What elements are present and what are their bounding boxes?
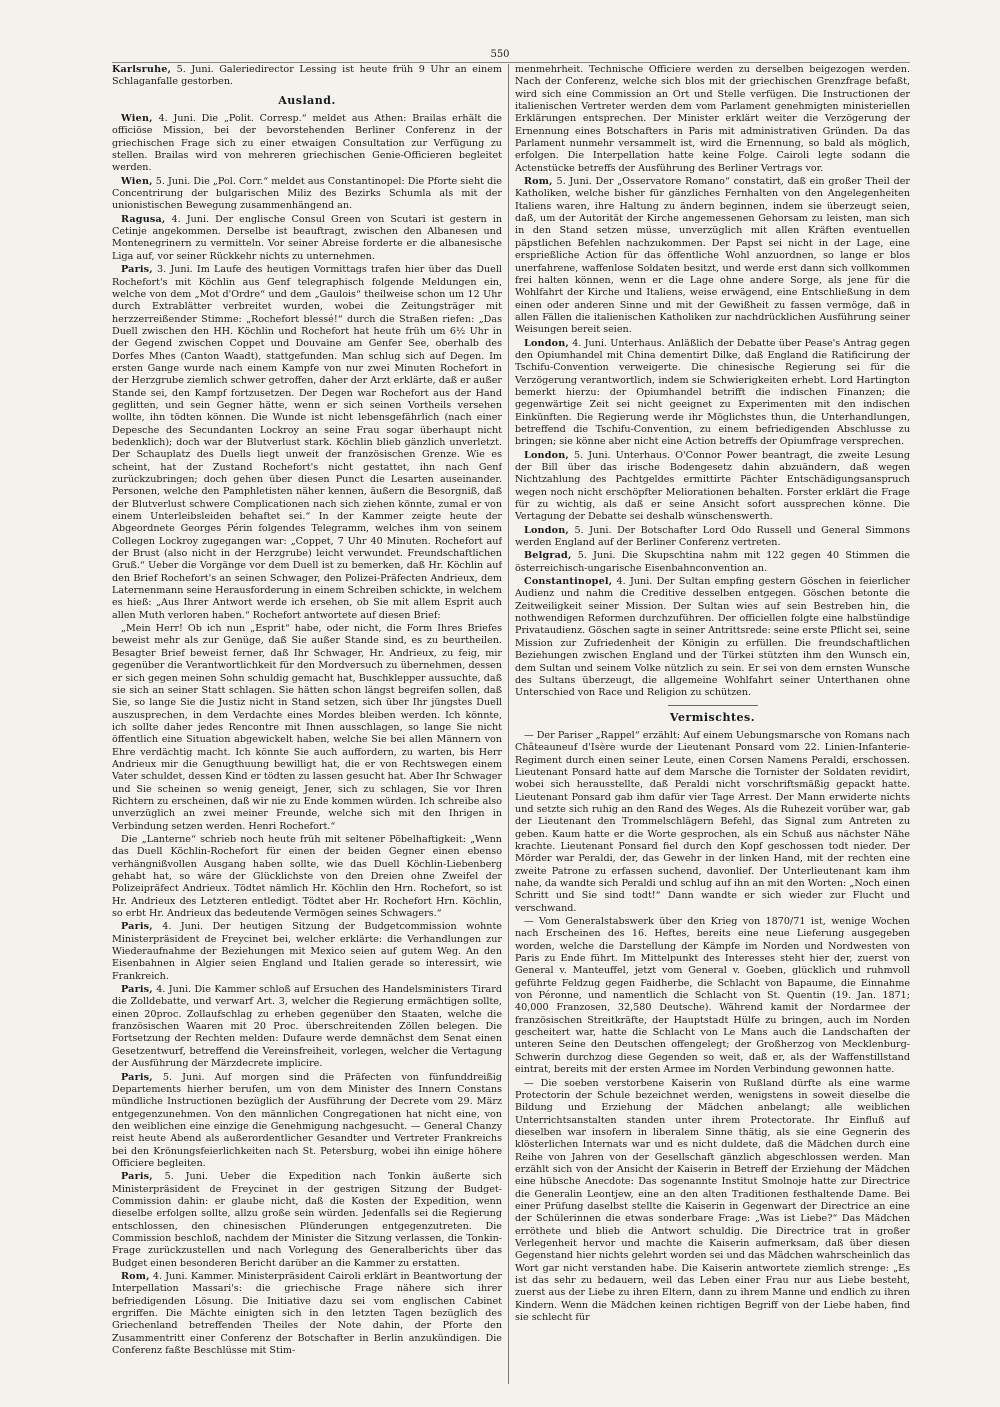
- dateline-place: Paris,: [121, 1171, 153, 1183]
- article-text: 4. Juni. Der englische Consul Green von Scutari ist gestern in Cetinje angekommen. Derselbe ist beauftragt, zwischen den Albanesen und Montenegrinern zu vermitteln. Vor seiner Abreise forderte er die albanesische Liga auf, vor seiner Rückkehr nichts zu unternehmen.: [112, 213, 502, 262]
- page-number: 550: [490, 49, 510, 60]
- article-kaiserin: — Die soeben verstorbene Kaiserin von Rußland dürfte als eine warme Protectorin der Schule bezeichnet werden, wenigstens in soweit dieselbe die Bildung und Erziehung der Mädchen anbelangt; alle weiblichen Unterrichtsanstalten standen unter ihrem Protectorate. Ihr Einfluß auf dieselben war insofern in liberalem Sinne thätig, als sie eine Gegnerin des klösterlichen Internats war und es nicht duldete, daß die Mädchen durch eine Reihe von Jahren von der Gesellschaft gänzlich abgeschlossen werden. Man erzählt sich von der Ansicht der Kaiserin in Betreff der Erziehung der Mädchen eine hübsche Anecdote: Das sogenannte Institut Smolnoje hatte zur Directrice die Generalin Leontjew, eine an den alten Traditionen festhaltende Dame. Bei einer Prüfung daselbst stellte die Kaiserin in Gegenwart der Directrice an eine der Schülerinnen die etwas sonderbare Frage: „Was ist Liebe?“ Das Mädchen erröthete und blieb die Antwort schuldig. Die Directrice trat in großer Verlegenheit hervor und machte die Kaiserin aufmerksam, daß über diesen Gegenstand hier nichts gelehrt worden sei und das Mädchen wahrscheinlich das Wort gar nicht verstanden habe. Die Kaiserin antwortete ziemlich strenge: „Es ist das sehr zu bedauern, weil das Leben einer Frau nur aus Liebe besteht, zuerst aus der Liebe zu ihren Eltern, dann zu ihrem Manne und endlich zu ihren Kindern. Wenn die Mädchen keinen richtigen Begriff von der Liebe haben, find sie schlecht für: [515, 1077, 910, 1324]
- article-london-bodengesetz: [515, 450, 910, 524]
- article-text: 5. Juni. Auf morgen sind die Präfecten von fünfunddreißig Departements hierher berufen, um von dem Minister des Innern Constans mündliche Instructionen bezüglich der Ausführung der Decrete vom 29. März entgegenzunehmen. Von den männlichen Congregationen hat nicht eine, von den weiblichen eine einzige die Genehmigung nachgesucht. — General Chanzy reist heute Abend als außerordentlicher Gesandter und Vertreter Frankreichs bei den Krönungsfeierlichkeiten nach St. Petersburg, wobei ihn einige höhere Officiere begleiten.: [112, 1071, 502, 1169]
- column-divider: [508, 64, 509, 1384]
- article-text: 4. Juni. Die „Polit. Corresp.“ meldet aus Athen: Brailas erhält die officiöse Mission, bei der bevorstehenden Berliner Conferenz in der griechischen Frage sich zu einer etwaigen Consultation zur Verfügung zu stellen. Brailas wird von mehreren griechischen Genie-Officieren begleitet werden.: [112, 113, 502, 174]
- article-paris-budget: [112, 921, 502, 983]
- dateline-place: Ragusa,: [121, 213, 166, 225]
- article-text: 4. Juni. Unterhaus. Anläßlich der Debatte über Pease's Antrag gegen den Opiumhandel mit China dementirt Dilke, daß England die Ratificirung der Tschifu-Convention verweigerte. Die chinesische Regierung sei für die Verzögerung verantwortlich, indem sie Schwierigkeiten erhebt. Lord Hartington bemerkt hierzu: der Opiumhandel betrifft die indischen Finanzen; die gegenwärtige Zeit sei nicht geeignet zu Experimenten mit den indischen Einkünften. Die Regierung werde ihr Möglichstes thun, die Unterhandlungen, betreffend die Tschifu-Convention, zu einem befriedigenden Abschlusse zu bringen; sie könne aber nicht eine Action betreffs der Opiumfrage versprechen.: [515, 337, 910, 448]
- article-lanterne: Die „Lanterne“ schrieb noch heute früh mit seltener Pöbelhaftigkeit: „Wenn das Duell Köchlin-Rochefort für einen der beiden Gegner einen ebenso verhängnißvollen Ausgang haben sollte, wie das Duell Köchlin-Liebenberg gehabt hat, so wäre der Glücklichste von den Dreien ohne Zweifel der Polizeipräfect Andrieux. Tödtet nämlich Hr. Köchlin den Hrn. Rochefort, so ist Hr. Andrieux des Letzteren entledigt. Tödtet aber Hr. Rochefort Hrn. Köchlin, so erbt Hr. Andrieux das bedeutende Vermögen seines Schwagers.“: [112, 833, 502, 920]
- dateline-place: Rom,: [121, 1271, 150, 1282]
- dateline-place: Paris,: [121, 921, 153, 933]
- section-rule: [668, 705, 758, 706]
- dateline-place: Belgrad,: [524, 550, 572, 562]
- article-text: 4. Juni. Kammer. Ministerpräsident Cairoli erklärt in Beantwortung der Interpellation Massari's: die griechische Frage nähere sich ihrer befriedigenden Lösung. Die Initiative dazu sei vom englischen Cabinet ergriffen. Die Mächte einigten sich in den letzten Tagen bezüglich des Griechenland betreffenden Theiles der Note dahin, der Pforte den Zusammentritt einer Conferenz der Botschafter in Berlin anzukündigen. Die Conferenz faßte Beschlüsse mit Stim-: [112, 1271, 502, 1357]
- section-heading-vermischtes: Vermischtes.: [669, 710, 756, 724]
- dateline-place: Wien,: [121, 175, 153, 187]
- dateline-place: Constantinopel,: [524, 576, 613, 588]
- article-rom-kammer: [112, 1271, 502, 1357]
- article-london-opium: [515, 338, 910, 449]
- article-text: 4. Juni. Der heutigen Sitzung der Budgetcommission wohnte Ministerpräsident de Freycinet bei, welcher erklärte: die Verhandlungen zur Wiederaufnahme der Beziehungen mit Mexico seien auf gutem Weg. An den Eisenbahnen in Algier seien England und Italien gerade so interessirt, wie Frankreich.: [112, 921, 502, 982]
- article-paris-kammer: [112, 984, 502, 1070]
- article-wien-1: [112, 113, 502, 175]
- section-heading-ausland: Ausland.: [278, 93, 336, 107]
- article-rochefort-letter: „Mein Herr! Ob ich nun „Esprit“ habe, oder nicht, die Form Ihres Briefes beweist mehr als zur Genüge, daß Sie außer Stande sind, es zu beurtheilen. Besagter Brief beweist ferner, daß Ihr Schwager, Hr. Andrieux, zu feig, mir gegenüber die Verantwortlichkeit für den Mordversuch zu übernehmen, dessen er sich gegen meinen Sohn schuldig gemacht hat, Buschklepper aussuchte, daß sie sich an seiner Statt schlagen. Sie hätten schon längst begreifen sollen, daß Sie, so lange Sie die Justiz nicht in Stand setzen, sich über Ihr jüngstes Duell auszusprechen, in dem Verdachte eines Mordes bleiben werden. Ich könnte, ich sollte daher jedes Rencontre mit Ihnen ausschlagen, so lange Sie nicht öffentlich eine Situation abgewickelt haben, welche Sie bei allen Männern von Ehre verdächtig macht. Ich könnte Sie auch auffordern, zu warten, bis Herr Andrieux mir die Genugthuung bewilligt hat, die er von Rechtswegen einem Vater schuldet, dessen Kind er tödten zu lassen gesucht hat. Aber Ihr Schwager und Sie scheinen so wenig geneigt, Jener, sich zu schlagen, Sie vor Ihren Richtern zu erscheinen, daß wir nie zu Ende kommen würden. Ich schreibe also unverzüglich an zwei meiner Freunde, welche sich mit den Ihrigen in Verbindung setzen werden. Henri Rochefort.“: [112, 623, 502, 832]
- article-paris-praefecten: [112, 1072, 502, 1171]
- article-paris-duell: [112, 264, 502, 622]
- dateline-place: London,: [524, 449, 569, 461]
- right-column: [515, 64, 910, 1389]
- article-paris-tonkin: [112, 1171, 502, 1270]
- article-belgrad: [515, 550, 910, 575]
- article-rom-continued: menmehrheit. Technische Officiere werden zu derselben beigezogen werden. Nach der Conferenz, welche sich blos mit der griechischen Grenzfrage befaßt, wird sich eine Commission an Ort und Stelle verfügen. Die Instructionen der italienischen Vertreter werden dem vom Parlament genehmigten ministeriellen Erklärungen entsprechen. Der Minister erklärt weiter die Verzögerung der Ernennung eines Botschafters in Paris mit administrativen Gründen. Da das Parlament nunmehr versammelt ist, wird die Ernennung, so bald als möglich, erfolgen. Die Interpellation hatte keine Folge. Cairoli legte sodann die Actenstücke betreffs der Ausführung des Berliner Vertrags vor.: [515, 64, 910, 174]
- article-london-conferenz: [515, 525, 910, 550]
- article-constantinopel: [515, 576, 910, 699]
- article-ragusa: [112, 214, 502, 263]
- article-text: 5. Juni. Die Skupschtina nahm mit 122 gegen 40 Stimmen die österreichisch-ungarische Eisenbahnconvention an.: [515, 550, 910, 574]
- article-text: 5. Juni. Ueber die Expedition nach Tonkin äußerte sich Ministerpräsident de Freycinet in der gestrigen Sitzung der Budget-Commission dahin: er glaube nicht, daß die Kosten der Expedition, wenn dieselbe erfolgen sollte, allzu große sein würden. Jedenfalls sei die Regierung entschlossen, den chinesischen Plünderungen entgegenzutreten. Die Commission beschloß, nachdem der Minister die Sitzung verlassen, die Tonkin-Frage zurückzustellen und nach Vorlegung des Generalberichts über das Budget einen besonderen Bericht darüber an die Kammer zu erstatten.: [112, 1171, 502, 1269]
- dateline-place: Rom,: [524, 176, 553, 188]
- article-text: 5. Juni. Die „Pol. Corr.“ meldet aus Constantinopel: Die Pforte sieht die Concentrirung der bulgarischen Miliz des Bezirks Schumla als mit der unionistischen Bewegung zusammenhängend an.: [112, 175, 502, 212]
- article-text: 4. Juni. Der Sultan empfing gestern Göschen in feierlicher Audienz und nahm die Creditive desselben entgegen. Göschen betonte die Zeitweiligkeit seiner Mission. Der Sultan wies auf sein Bestreben hin, die nothwendigen Reformen durchzuführen. Der officiellen folgte eine halbstündige Privataudienz. Göschen sagte in seiner Antrittsrede: seine erste Pflicht sei, seine Mission zur Zufriedenheit der Königin zu erfüllen. Die freundschaftlichen Beziehungen zwischen England und der Türkei stützten ihm den Wunsch ein, dem Sultan und seinem Volke nützlich zu sein. Er sei von dem ernsten Wunsche des Sultans überzeugt, die allgemeine Wohlfahrt seiner Unterthanen ohne Unterschied von Race und Religion zu schützen.: [515, 576, 910, 699]
- article-wien-2: [112, 176, 502, 213]
- article-text: 5. Juni. Der Botschafter Lord Odo Russell und General Simmons werden England auf der Berliner Conferenz vertreten.: [515, 524, 910, 549]
- article-rom-osservatore: [515, 176, 910, 336]
- article-text: 5. Juni. Unterhaus. O'Connor Power beantragt, die zweite Lesung der Bill über das irische Bodengesetz dahin abzuändern, daß wegen Nichtzahlung des Pachtgeldes ermittirte Pächter Entschädigungsanspruch wegen noch nicht erschöpfter Meliorationen behalten. Forster erklärt die Frage für zu wichtig, als daß er seine Ansicht sofort aussprechen könne. Die Vertagung der Debatte sei deshalb wünschenswerth.: [515, 449, 910, 523]
- dateline-place: London,: [524, 524, 569, 536]
- article-text: 5. Juni. Galeriedirector Lessing ist heute früh 9 Uhr an einem Schlaganfalle gestorben.: [112, 64, 502, 88]
- article-karlsruhe: [112, 64, 502, 89]
- article-text: 3. Juni. Im Laufe des heutigen Vormittags trafen hier über das Duell Rochefort's mit Köchlin aus Genf telegraphisch folgende Meldungen ein, welche von dem „Mot d'Ordre“ und dem „Gaulois“ theilweise schon um 12 Uhr durch Extrablätter verbreitet wurden, wobei die Zeitungsträger mit herzzerreißender Stimme: „Rochefort blessé!“ durch die Straßen riefen: „Das Duell zwischen den HH. Köchlin und Rochefort hat heute früh um 6½ Uhr in der Gegend zwischen Coppet und Douvaine am Genfer See, oberhalb des Dorfes Mhes (Canton Waadt), stattgefunden. Man schlug sich auf Degen. Im ersten Gange wurde nach einem Kampfe von nur zwei Minuten Rochefort in der Herzgrube ziemlich schwer getroffen, daher der Arzt erklärte, daß er außer Stande sei, den Kampf fortzusetzen. Der Degen war Rochefort aus der Hand geglitten, und sein Gegner hätte, wenn er sich seinen Vortheils versehen wollte, ihn tödten können. Die Wunde ist nicht lebensgefährlich (nach einer Depesche des Secundanten Lockroy an seine Frau sogar überhaupt nicht bedenklich); doch war der Blutverlust stark. Köchlin blieb gänzlich unverletzt. Der Schauplatz des Duells liegt unweit der französischen Grenze. Wie es scheint, hat der Zustand Rochefort's nicht gestattet, ihn nach Genf zurückzubringen; doch gehen über diesen Punct die Lesarten auseinander. Personen, welche den Pamphletisten näher kennen, äußern die Besorgniß, daß der Blutverlust schwere Complicationen nach sich ziehen könnte, zumal er von einem Unterleibsleiden behaftet sei.“ In der Kammer zeigte heute der Abgeordnete Georges Périn folgendes Telegramm, welches ihm von seinem Collegen Lockroy zugegangen war: „Coppet, 7 Uhr 40 Minuten. Rochefort auf der Brust (also nicht in der Herzgrube) leicht verwundet. Freundschaftlichen Gruß.“ Ueber die Vorgänge vor dem Duell ist zu bemerken, daß Hr. Köchlin auf den Brief Rochefort's an seinen Schwager, den Polizei-Präfecten Andrieux, dem Laternenmann seine Herausforderung in einem Schreiben schickte, in welchem es hieß: „Aus Ihrer Antwort werde ich ersehen, ob Sie mit allem Esprit auch allen Muth verloren haben.“ Rochefort antwortete auf diesen Brief:: [112, 264, 502, 621]
- dateline-place: Wien,: [121, 113, 153, 125]
- article-rappel: — Der Pariser „Rappel“ erzählt: Auf einem Uebungsmarsche von Romans nach Châteauneuf d'Isère wurde der Lieutenant Ponsard vom 22. Linien-Infanterie-Regiment durch einen seiner Leute, einen Corsen Namens Peraldi, erschossen. Lieutenant Ponsard hatte auf dem Marsche die Tornister der Soldaten revidirt, wobei sich herausstellte, daß Peraldi nicht vorschriftsmäßig gepackt hatte. Lieutenant Ponsard gab ihm dafür vier Tage Arrest. Der Mann erwiderte nichts und setzte sich ruhig an den Rand des Weges. Als die Ruhezeit vorüber war, gab der Lieutenant den Trommelschlägern Befehl, das Signal zum Antreten zu geben. Kaum hatte er die Worte gesprochen, als ein Schuß aus nächster Nähe krachte. Lieutenant Ponsard fiel durch den Kopf geschossen todt nieder. Der Mörder war Peraldi, der, das Gewehr in der linken Hand, mit der rechten eine zweite Patrone zu erfassen suchend, davonlief. Der Unterlieutenant kam ihm nahe, da wandte sich Peraldi und schlug auf ihn an mit den Worten: „Noch einen Schritt und Sie sind todt!“ Dann wandte er sich wieder zur Flucht und verschwand.: [515, 729, 910, 914]
- dateline-place: Karlsruhe,: [112, 64, 172, 75]
- dateline-place: Paris,: [121, 1071, 153, 1083]
- dateline-place: London,: [524, 337, 569, 349]
- left-column: [112, 64, 502, 1389]
- article-generalstabswerk: — Vom Generalstabswerk über den Krieg von 1870/71 ist, wenige Wochen nach Erscheinen des 16. Heftes, bereits eine neue Lieferung ausgegeben worden, welche die Darstellung der Kämpfe im Norden und Nordwesten von Paris zu Ende führt. Im Mittelpunkt des Interesses steht hier der, zuerst von General v. Manteuffel, jetzt vom General v. Goeben, glücklich und ruhmvoll geführte Feldzug gegen Faidherbe, die Schlacht von Bapaume, die Einnahme von Péronne, und namentlich die Schlacht von St. Quentin (19. Jan. 1871; 40,000 Franzosen, 32,580 Deutsche). Während kamit der Nordarmee der französischen Streitkräfte, der Hauptstadt Hülfe zu bringen, auch im Norden gescheitert war, hatte die Schlacht von Le Mans auch die Landschaften der unteren Seine den Deutschen offengelegt; der Großherzog von Mecklenburg-Schwerin durchzog diese Gegenden so weit, daß er, als der Waffenstillstand eintrat, bereits mit der ersten Armee im Norden Verbindung gewonnen hatte.: [515, 916, 910, 1076]
- dateline-place: Paris,: [121, 984, 153, 996]
- article-text: 5. Juni. Der „Osservatore Romano“ constatirt, daß ein großer Theil der Katholiken, welche bisher für gänzliches Fernhalten von den Angelegenheiten Italiens waren, ihre Haltung zu ändern beginnen, indem sie überzeugt seien, daß, um der Autorität der Kirche angemessenen Gehorsam zu leisten, man sich in den Stand setzen müsse, unverzüglich mit allen Kräften eventuellen päpstlichen Befehlen nachzukommen. Der Papst sei nicht in der Lage, eine ersprießliche Action für das öffentliche Wohl anzuordnen, so lange er blos unerfahrene, waffenlose Soldaten besitzt, und werde erst dann sich vollkommen frei halten können, wenn er die Lage ohne andere Sorge, als jene für die Wohlfahrt der Kirche und Italiens, weise erwägend, eine Entschließung in dem einen oder anderen Sinne und mit der Gewißheit zu fassen vermöge, daß in allen Fällen die italienischen Katholiken zur nachdrücklichen Ausführung seiner Weisungen bereit seien.: [515, 176, 910, 336]
- dateline-place: Paris,: [121, 264, 153, 276]
- header-rule: [112, 62, 910, 63]
- article-text: 4. Juni. Die Kammer schloß auf Ersuchen des Handelsministers Tirard die Zolldebatte, und verwarf Art. 3, welcher die Regierung ermächtigen sollte, einen 20proc. Zollaufschlag zu erheben gegenüber den Staaten, welche die französischen Waaren mit 20 Proc. überschreitenden Zöllen belegen. Die Fortsetzung der Rechten melden: Dufaure werde demnächst dem Senat einen Gesetzentwurf, betreffend die Vereinsfreiheit, vorlegen, welcher die Vertagung der Ausführung der Märzdecrete implicire.: [112, 984, 502, 1070]
